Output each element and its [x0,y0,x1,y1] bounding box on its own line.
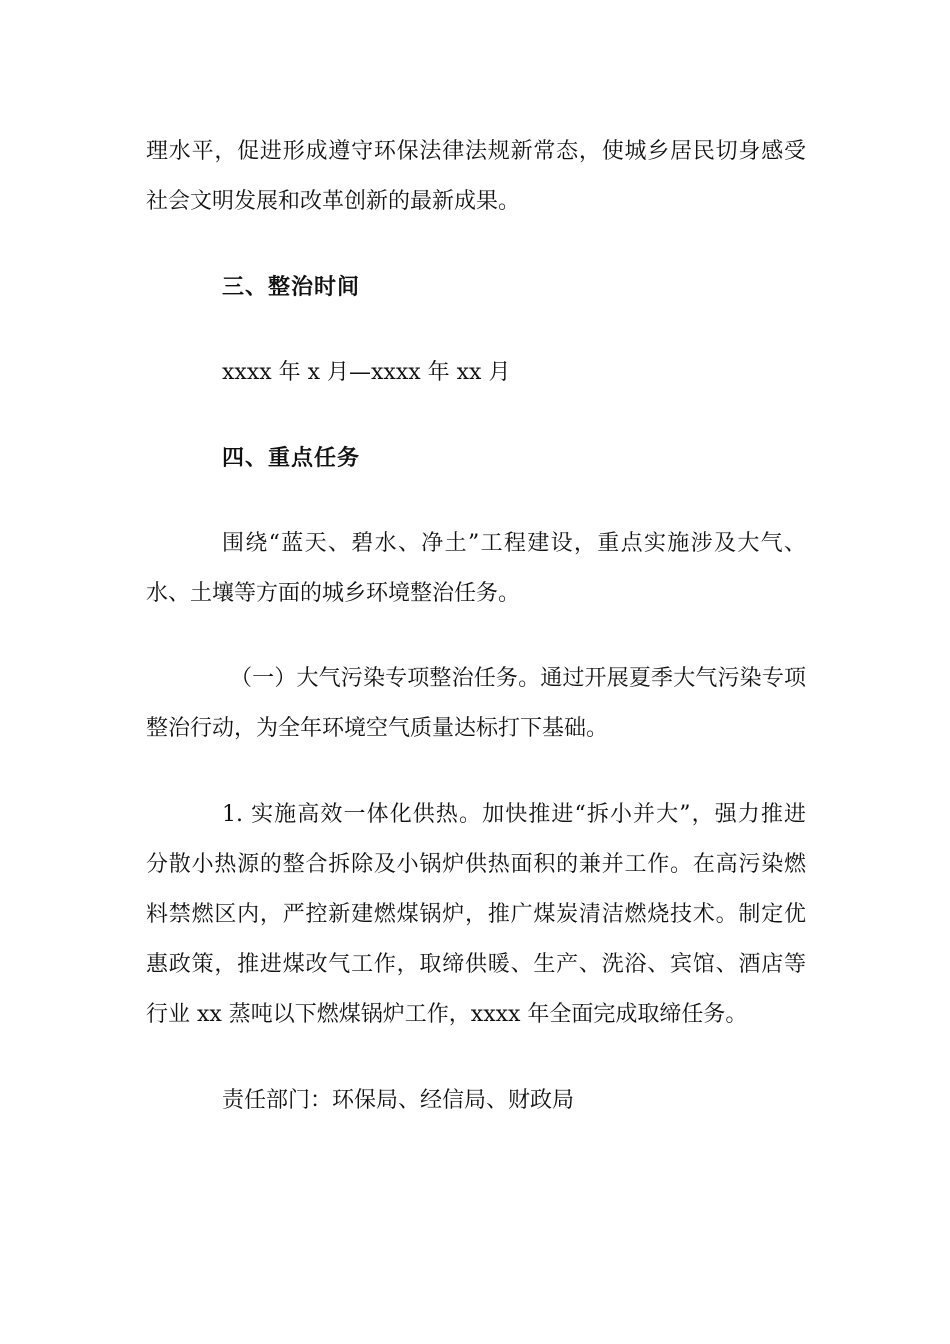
section-heading-time: 三、整治时间 [222,274,361,300]
rectification-period: xxxx 年 x 月—xxxx 年 xx 月 [222,360,511,385]
paragraph-heating-line-4: 惠政策，推进煤改气工作，取缔供暖、生产、洗浴、宾馆、酒店等 [146,952,806,977]
responsible-departments: 责任部门：环保局、经信局、财政局 [222,1088,575,1113]
paragraph-air-line-2: 整治行动，为全年环境空气质量达标打下基础。 [146,716,609,741]
paragraph-tasks-line-1: 围绕“蓝天、碧水、净土”工程建设，重点实施涉及大气、 [222,531,806,556]
section-heading-tasks: 四、重点任务 [222,445,361,471]
paragraph-intro-line-1: 理水平，促进形成遵守环保法律法规新常态，使城乡居民切身感受 [146,139,806,164]
paragraph-heating-line-3: 料禁燃区内，严控新建燃煤锅炉，推广煤炭清洁燃烧技术。制定优 [146,902,806,927]
paragraph-tasks-line-2: 水、土壤等方面的城乡环境整治任务。 [146,581,521,606]
paragraph-heating-line-2: 分散小热源的整合拆除及小锅炉供热面积的兼并工作。在高污染燃 [146,852,806,877]
paragraph-intro-line-2: 社会文明发展和改革创新的最新成果。 [146,189,521,214]
paragraph-heating-line-5: 行业 xx 蒸吨以下燃煤锅炉工作，xxxx 年全面完成取缔任务。 [146,1002,748,1027]
paragraph-heating-line-1: 1. 实施高效一体化供热。加快推进“拆小并大”，强力推进 [222,802,806,827]
paragraph-air-line-1: （一）大气污染专项整治任务。通过开展夏季大气污染专项 [230,666,806,691]
